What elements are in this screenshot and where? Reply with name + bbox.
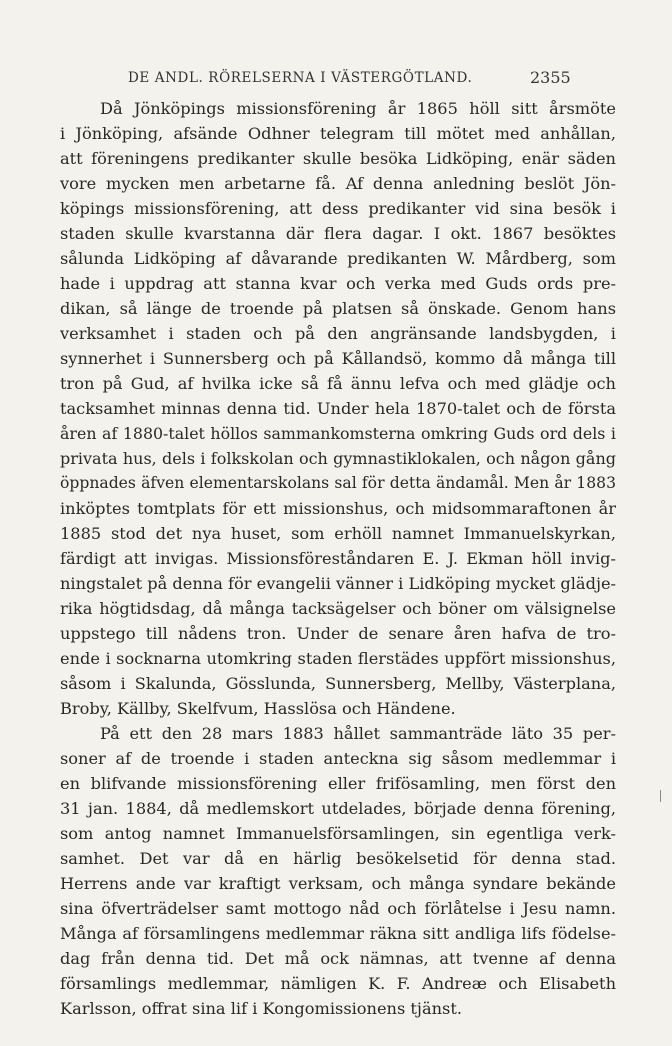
- text-line: sålunda Lidköping af dåvarande predikanten W. Mårdberg, som: [60, 249, 616, 268]
- text-line: samhet. Det var då en härlig besökelsetid för denna stad.: [60, 849, 616, 868]
- running-title: DE ANDL. RÖRELSERNA I VÄSTERGÖTLAND.: [128, 70, 473, 86]
- text-line: dikan, så länge de troende på platsen så önskade. Genom hans: [60, 299, 616, 318]
- text-line: Många af församlingens medlemmar räkna sitt andliga lifs födelse-: [60, 924, 616, 943]
- page-number: 2355: [530, 68, 571, 87]
- text-line: ende i socknarna utomkring staden flerstädes uppfört missionshus,: [60, 649, 616, 668]
- text-line: rika högtidsdag, då många tacksägelser och böner om välsignelse: [60, 599, 616, 618]
- text-line: 31 jan. 1884, då medlemskort utdelades, började denna förening,: [60, 799, 616, 818]
- text-line: i Jönköping, afsände Odhner telegram till mötet med anhållan,: [60, 124, 616, 143]
- text-line: vore mycken men arbetarne få. Af denna anledning beslöt Jön-: [60, 174, 616, 193]
- text-line: färdigt att invigas. Missionsföreståndaren E. J. Ekman höll invig-: [60, 549, 616, 568]
- text-line: uppstego till nådens tron. Under de senare åren hafva de tro-: [60, 624, 616, 643]
- text-line: inköptes tomtplats för ett missionshus, och midsommaraftonen år: [60, 499, 616, 518]
- text-line: öppnades äfven elementarskolans sal för detta ändamål. Men år 1883: [60, 474, 616, 492]
- text-line: 1885 stod det nya huset, som erhöll namnet Immanuelskyrkan,: [60, 524, 616, 543]
- text-line: dag från denna tid. Det må ock nämnas, att tvenne af denna: [60, 949, 616, 968]
- text-line: åren af 1880-talet höllos sammankomsterna omkring Guds ord dels i: [60, 424, 616, 443]
- margin-mark: [660, 790, 661, 802]
- text-line: Då Jönköpings missionsförening år 1865 höll sitt årsmöte: [100, 99, 616, 118]
- text-line: staden skulle kvarstanna där flera dagar. I okt. 1867 besöktes: [60, 224, 616, 243]
- text-line: såsom i Skalunda, Gösslunda, Sunnersberg, Mellby, Västerplana,: [60, 674, 616, 693]
- text-line: en blifvande missionsförening eller frifösamling, men först den: [60, 774, 616, 793]
- text-line: verksamhet i staden och på den angränsande landsbygden, i: [60, 324, 616, 343]
- text-line: På ett den 28 mars 1883 hållet sammanträde läto 35 per-: [100, 724, 616, 743]
- text-line: som antog namnet Immanuelsförsamlingen, sin egentliga verk-: [60, 824, 616, 843]
- text-line: Broby, Källby, Skelfvum, Hasslösa och Händene.: [60, 699, 456, 718]
- text-line: tacksamhet minnas denna tid. Under hela 1870-talet och de första: [60, 399, 616, 418]
- text-line: Herrens ande var kraftigt verksam, och många syndare bekände: [60, 874, 616, 893]
- text-line: soner af de troende i staden anteckna sig såsom medlemmar i: [60, 749, 616, 768]
- text-line: ningstalet på denna för evangelii vänner i Lidköping mycket glädje-: [60, 574, 617, 593]
- text-line: sina öfverträdelser samt mottogo nåd och förlåtelse i Jesu namn.: [60, 899, 616, 918]
- text-line: hade i uppdrag att stanna kvar och verka med Guds ords pre-: [60, 274, 616, 293]
- text-line: synnerhet i Sunnersberg och på Kållandsö, kommo då många till: [60, 349, 616, 368]
- text-line: tron på Gud, af hvilka icke så få ännu lefva och med glädje och: [60, 374, 616, 393]
- text-line: att föreningens predikanter skulle besöka Lidköping, enär säden: [60, 149, 616, 168]
- text-line: Karlsson, offrat sina lif i Kongomissionens tjänst.: [60, 999, 462, 1018]
- text-line: församlings medlemmar, nämligen K. F. Andreæ och Elisabeth: [60, 974, 616, 993]
- text-line: köpings missionsförening, att dess predikanter vid sina besök i: [60, 199, 616, 218]
- text-line: privata hus, dels i folkskolan och gymnastiklokalen, och någon gång: [60, 449, 616, 468]
